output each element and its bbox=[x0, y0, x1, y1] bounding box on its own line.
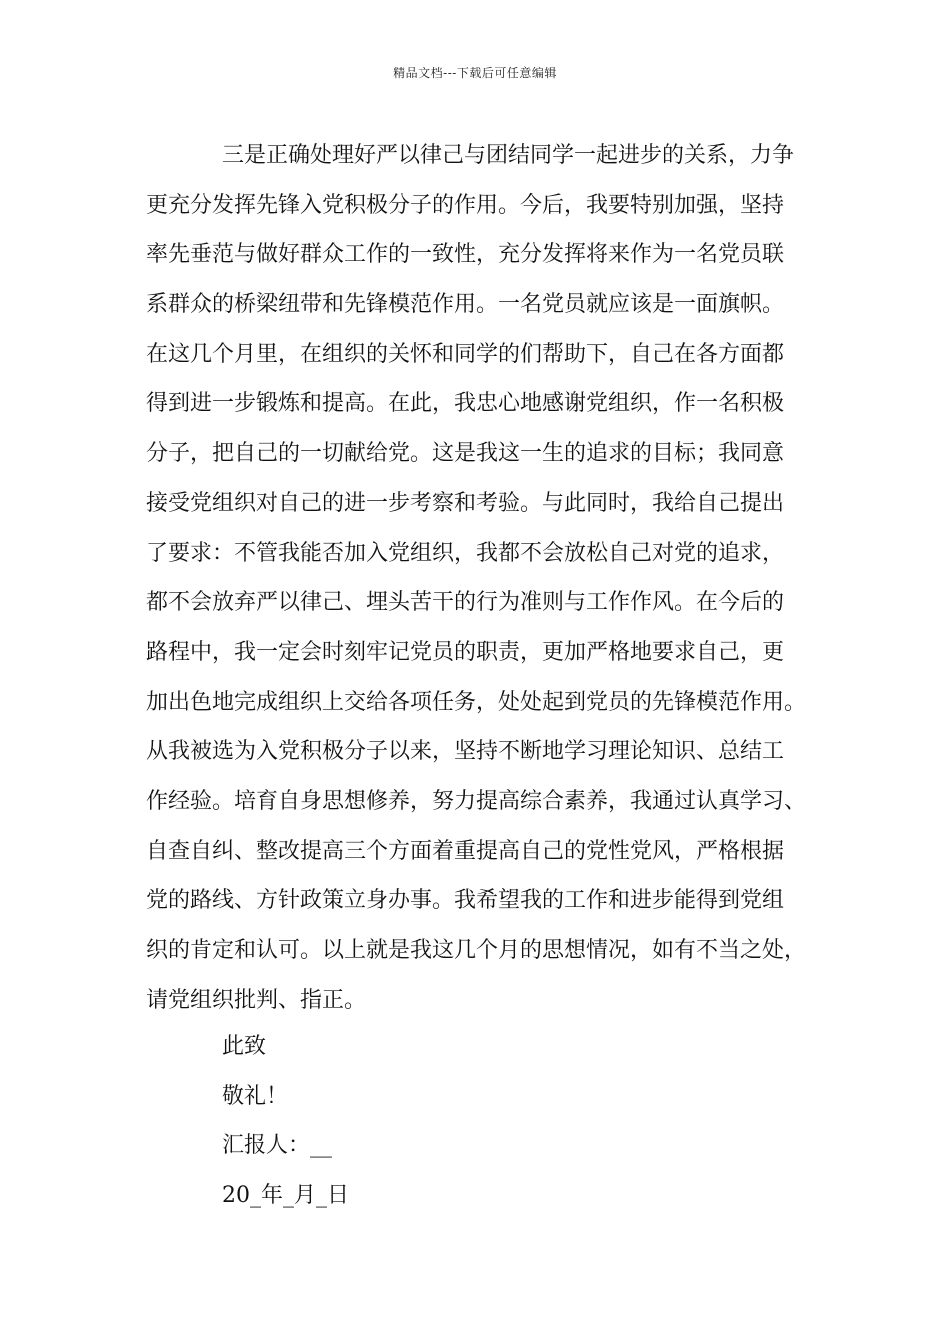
body-line: 在这几个月里，在组织的关怀和同学的们帮助下，自己在各方面都 bbox=[146, 341, 785, 367]
body-line: 更充分发挥先锋入党积极分子的作用。今后，我要特别加强，坚持 bbox=[146, 192, 785, 218]
body-line: 接受党组织对自己的进一步考察和考验。与此同时，我给自己提出 bbox=[146, 490, 785, 516]
body-line: 自查自纠、整改提高三个方面着重提高自己的党性党风，严格根据 bbox=[146, 838, 785, 864]
body-line: 作经验。培育自身思想修养，努力提高综合素养，我通过认真学习、 bbox=[146, 788, 807, 814]
date-line: 20_年_月_日 bbox=[222, 1183, 349, 1209]
page-header: 精品文档---下载后可任意编辑 bbox=[393, 66, 557, 80]
body-line: 三是正确处理好严以律己与团结同学一起进步的关系，力争 bbox=[222, 143, 795, 168]
body-paragraph bbox=[146, 131, 826, 1025]
body-line: 得到进一步锻炼和提高。在此，我忠心地感谢党组织，作一名积极 bbox=[146, 391, 785, 417]
body-line: 党的路线、方针政策立身办事。我希望我的工作和进步能得到党组 bbox=[146, 888, 785, 914]
body-line: 分子，把自己的一切献给党。这是我这一生的追求的目标；我同意 bbox=[146, 441, 785, 467]
body-line: 都不会放弃严以律己、埋头苦干的行为准则与工作作风。在今后的 bbox=[146, 590, 785, 616]
body-line: 率先垂范与做好群众工作的一致性，充分发挥将来作为一名党员联 bbox=[146, 242, 785, 268]
body-line: 路程中，我一定会时刻牢记党员的职责，更加严格地要求自己，更 bbox=[146, 639, 785, 665]
body-line: 织的肯定和认可。以上就是我这几个月的思想情况，如有不当之处， bbox=[146, 938, 807, 963]
letter-closing bbox=[222, 1022, 349, 1221]
body-line: 系群众的桥梁纽带和先锋模范作用。一名党员就应该是一面旗帜。 bbox=[146, 292, 785, 318]
body-line: 了要求：不管我能否加入党组织，我都不会放松自己对党的追求， bbox=[146, 540, 785, 566]
body-line: 从我被选为入党积极分子以来，坚持不断地学习理论知识、总结工 bbox=[146, 739, 785, 765]
salutation: 此致 bbox=[222, 1034, 267, 1059]
body-line: 加出色地完成组织上交给各项任务，处处起到党员的先锋模范作用。 bbox=[146, 689, 807, 715]
body-line: 请党组织批判、指正。 bbox=[146, 987, 367, 1013]
regards: 敬礼！ bbox=[222, 1083, 289, 1109]
reporter-line: 汇报人：__ bbox=[222, 1133, 333, 1159]
